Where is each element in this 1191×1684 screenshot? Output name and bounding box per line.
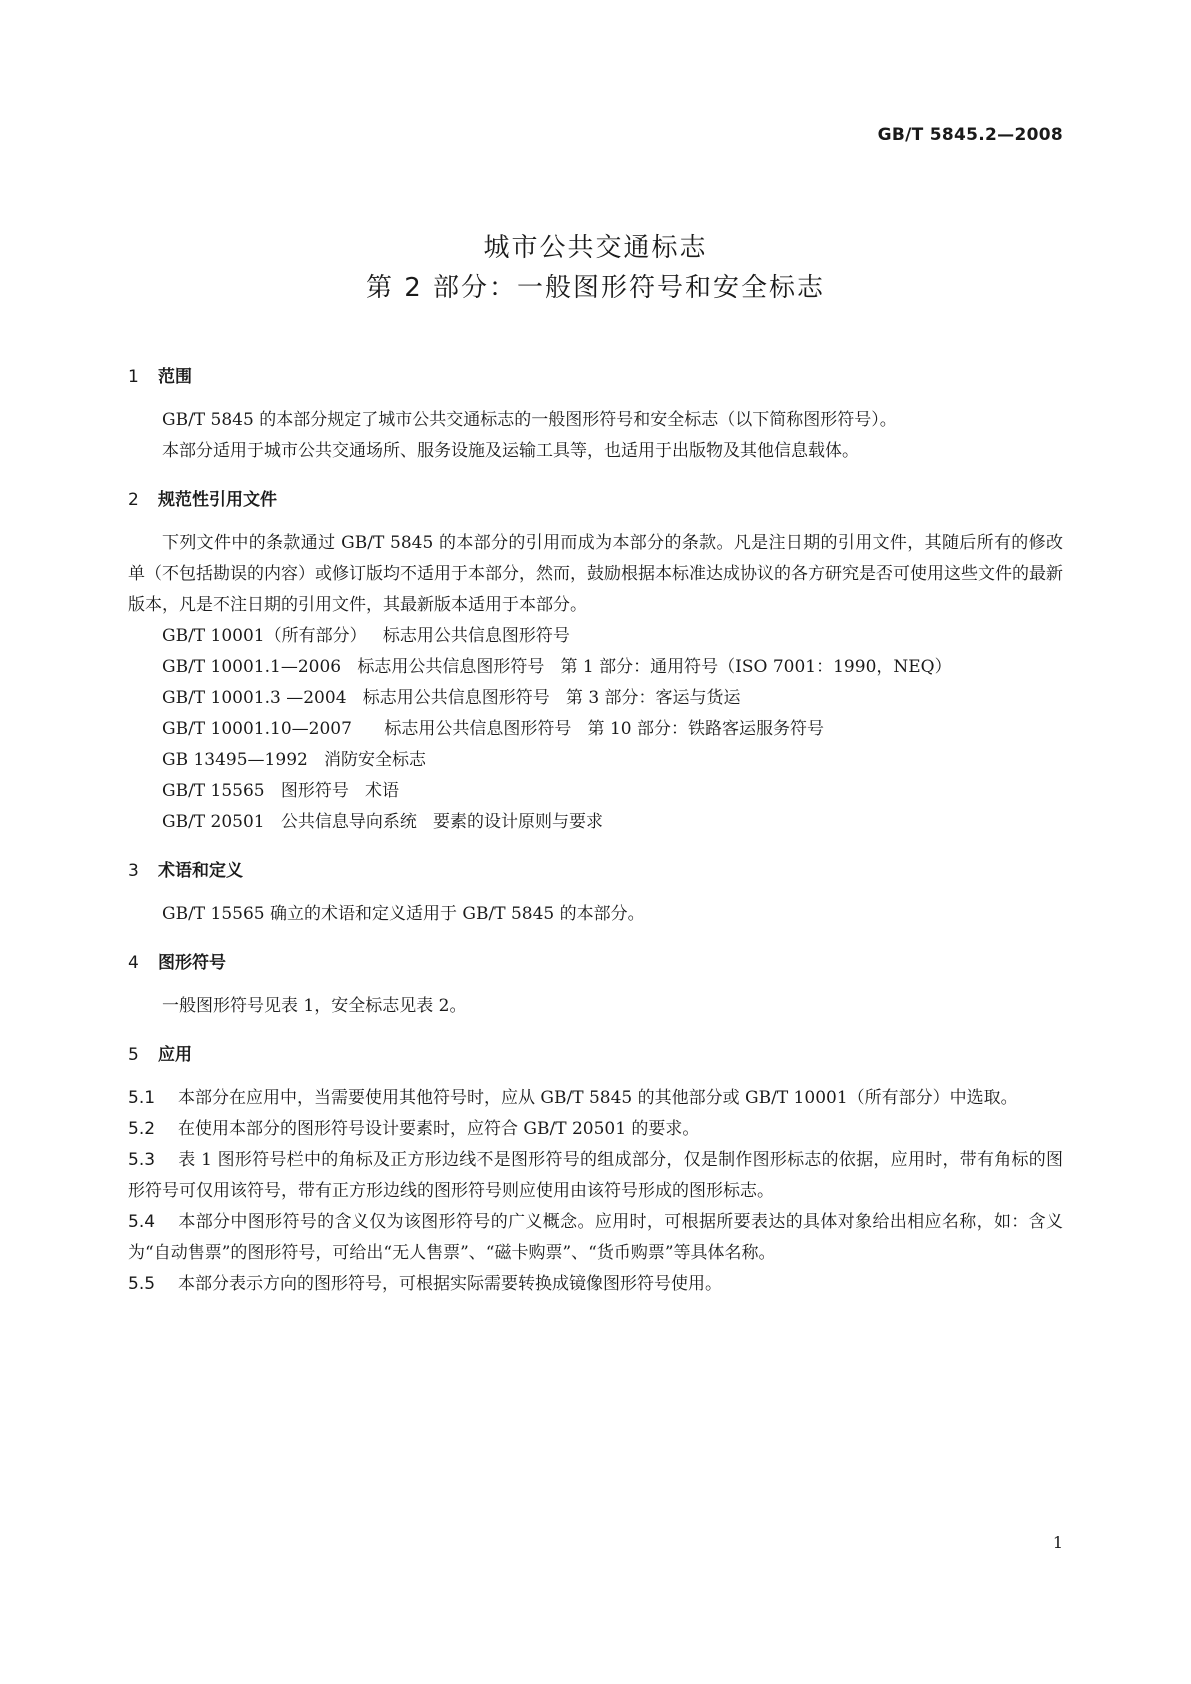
reference-item: GB 13495—1992 消防安全标志	[162, 750, 427, 770]
reference-item: GB/T 10001（所有部分） 标志用公共信息图形符号	[162, 626, 570, 646]
paragraph: GB/T 15565 确立的术语和定义适用于 GB/T 5845 的本部分。	[162, 904, 645, 924]
paragraph: 一般图形符号见表 1，安全标志见表 2。	[162, 996, 467, 1016]
section-1-heading	[128, 362, 1063, 393]
clause-number: 5.1	[128, 1088, 156, 1108]
section-title: 规范性引用文件	[158, 490, 277, 510]
paragraph: GB/T 5845 的本部分规定了城市公共交通标志的一般图形符号和安全标志（以下简称图形符号）。	[162, 410, 897, 430]
paragraph: 本部分适用于城市公共交通场所、服务设施及运输工具等，也适用于出版物及其他信息载体。	[162, 441, 859, 461]
section-number: 1	[128, 367, 139, 387]
clause-5-1	[128, 1083, 1063, 1114]
clause-text: 本部分表示方向的图形符号，可根据实际需要转换成镜像图形符号使用。	[178, 1274, 722, 1294]
reference-item: GB/T 10001.3 —2004 标志用公共信息图形符号 第 3 部分：客运与货运	[162, 688, 741, 708]
reference-item: GB/T 20501 公共信息导向系统 要素的设计原则与要求	[162, 812, 604, 832]
clause-number: 5.3	[128, 1150, 156, 1170]
clause-number: 5.2	[128, 1119, 156, 1139]
section-title: 术语和定义	[158, 861, 243, 881]
section-5-heading	[128, 1040, 1063, 1071]
reference-item: GB/T 15565 图形符号 术语	[162, 781, 400, 801]
reference-item: GB/T 10001.10—2007 标志用公共信息图形符号 第 10 部分：铁路客运服务符号	[162, 719, 824, 739]
clause-number: 5.4	[128, 1212, 156, 1232]
title-line-2: 第 2 部分：一般图形符号和安全标志	[365, 273, 826, 303]
paragraph: 下列文件中的条款通过 GB/T 5845 的本部分的引用而成为本部分的条款。凡是注日期的引用文件，其随后所有的修改单（不包括勘误的内容）或修订版均不适用于本部分，然而，鼓励根据本标准达成协议的各方研究是否可使用这些文件的最新版本，凡是不注日期的引用文件，其最新版本适用于本部分。	[128, 533, 1063, 615]
clause-5-2	[128, 1114, 1063, 1145]
section-title: 应用	[158, 1045, 192, 1065]
section-title: 图形符号	[158, 953, 226, 973]
clause-5-4	[128, 1207, 1063, 1269]
section-number: 4	[128, 953, 139, 973]
section-number: 5	[128, 1045, 139, 1065]
document-title	[0, 228, 1191, 308]
section-2-heading	[128, 485, 1063, 516]
page-number: 1	[1052, 1533, 1063, 1552]
reference-item: GB/T 10001.1—2006 标志用公共信息图形符号 第 1 部分：通用符号（ISO 7001：1990，NEQ）	[162, 657, 952, 677]
clause-5-3	[128, 1145, 1063, 1207]
section-number: 2	[128, 490, 139, 510]
document-body	[128, 362, 1063, 1300]
title-line-1: 城市公共交通标志	[483, 233, 708, 263]
clause-text: 本部分在应用中，当需要使用其他符号时，应从 GB/T 5845 的其他部分或 GB/T 10001（所有部分）中选取。	[178, 1088, 1018, 1108]
clause-number: 5.5	[128, 1274, 156, 1294]
section-title: 范围	[158, 367, 192, 387]
clause-5-5	[128, 1269, 1063, 1300]
section-4-heading	[128, 948, 1063, 979]
section-number: 3	[128, 861, 139, 881]
section-3-heading	[128, 856, 1063, 887]
clause-text: 表 1 图形符号栏中的角标及正方形边线不是图形符号的组成部分，仅是制作图形标志的依据，应用时，带有角标的图形符号可仅用该符号，带有正方形边线的图形符号则应使用由该符号形成的图形标志。	[128, 1150, 1063, 1201]
standard-code: GB/T 5845.2—2008	[877, 125, 1063, 145]
clause-text: 本部分中图形符号的含义仅为该图形符号的广义概念。应用时，可根据所要表达的具体对象给出相应名称，如：含义为“自动售票”的图形符号，可给出“无人售票”、“磁卡购票”、“货币购票”等具体名称。	[128, 1212, 1063, 1263]
clause-text: 在使用本部分的图形符号设计要素时，应符合 GB/T 20501 的要求。	[178, 1119, 700, 1139]
